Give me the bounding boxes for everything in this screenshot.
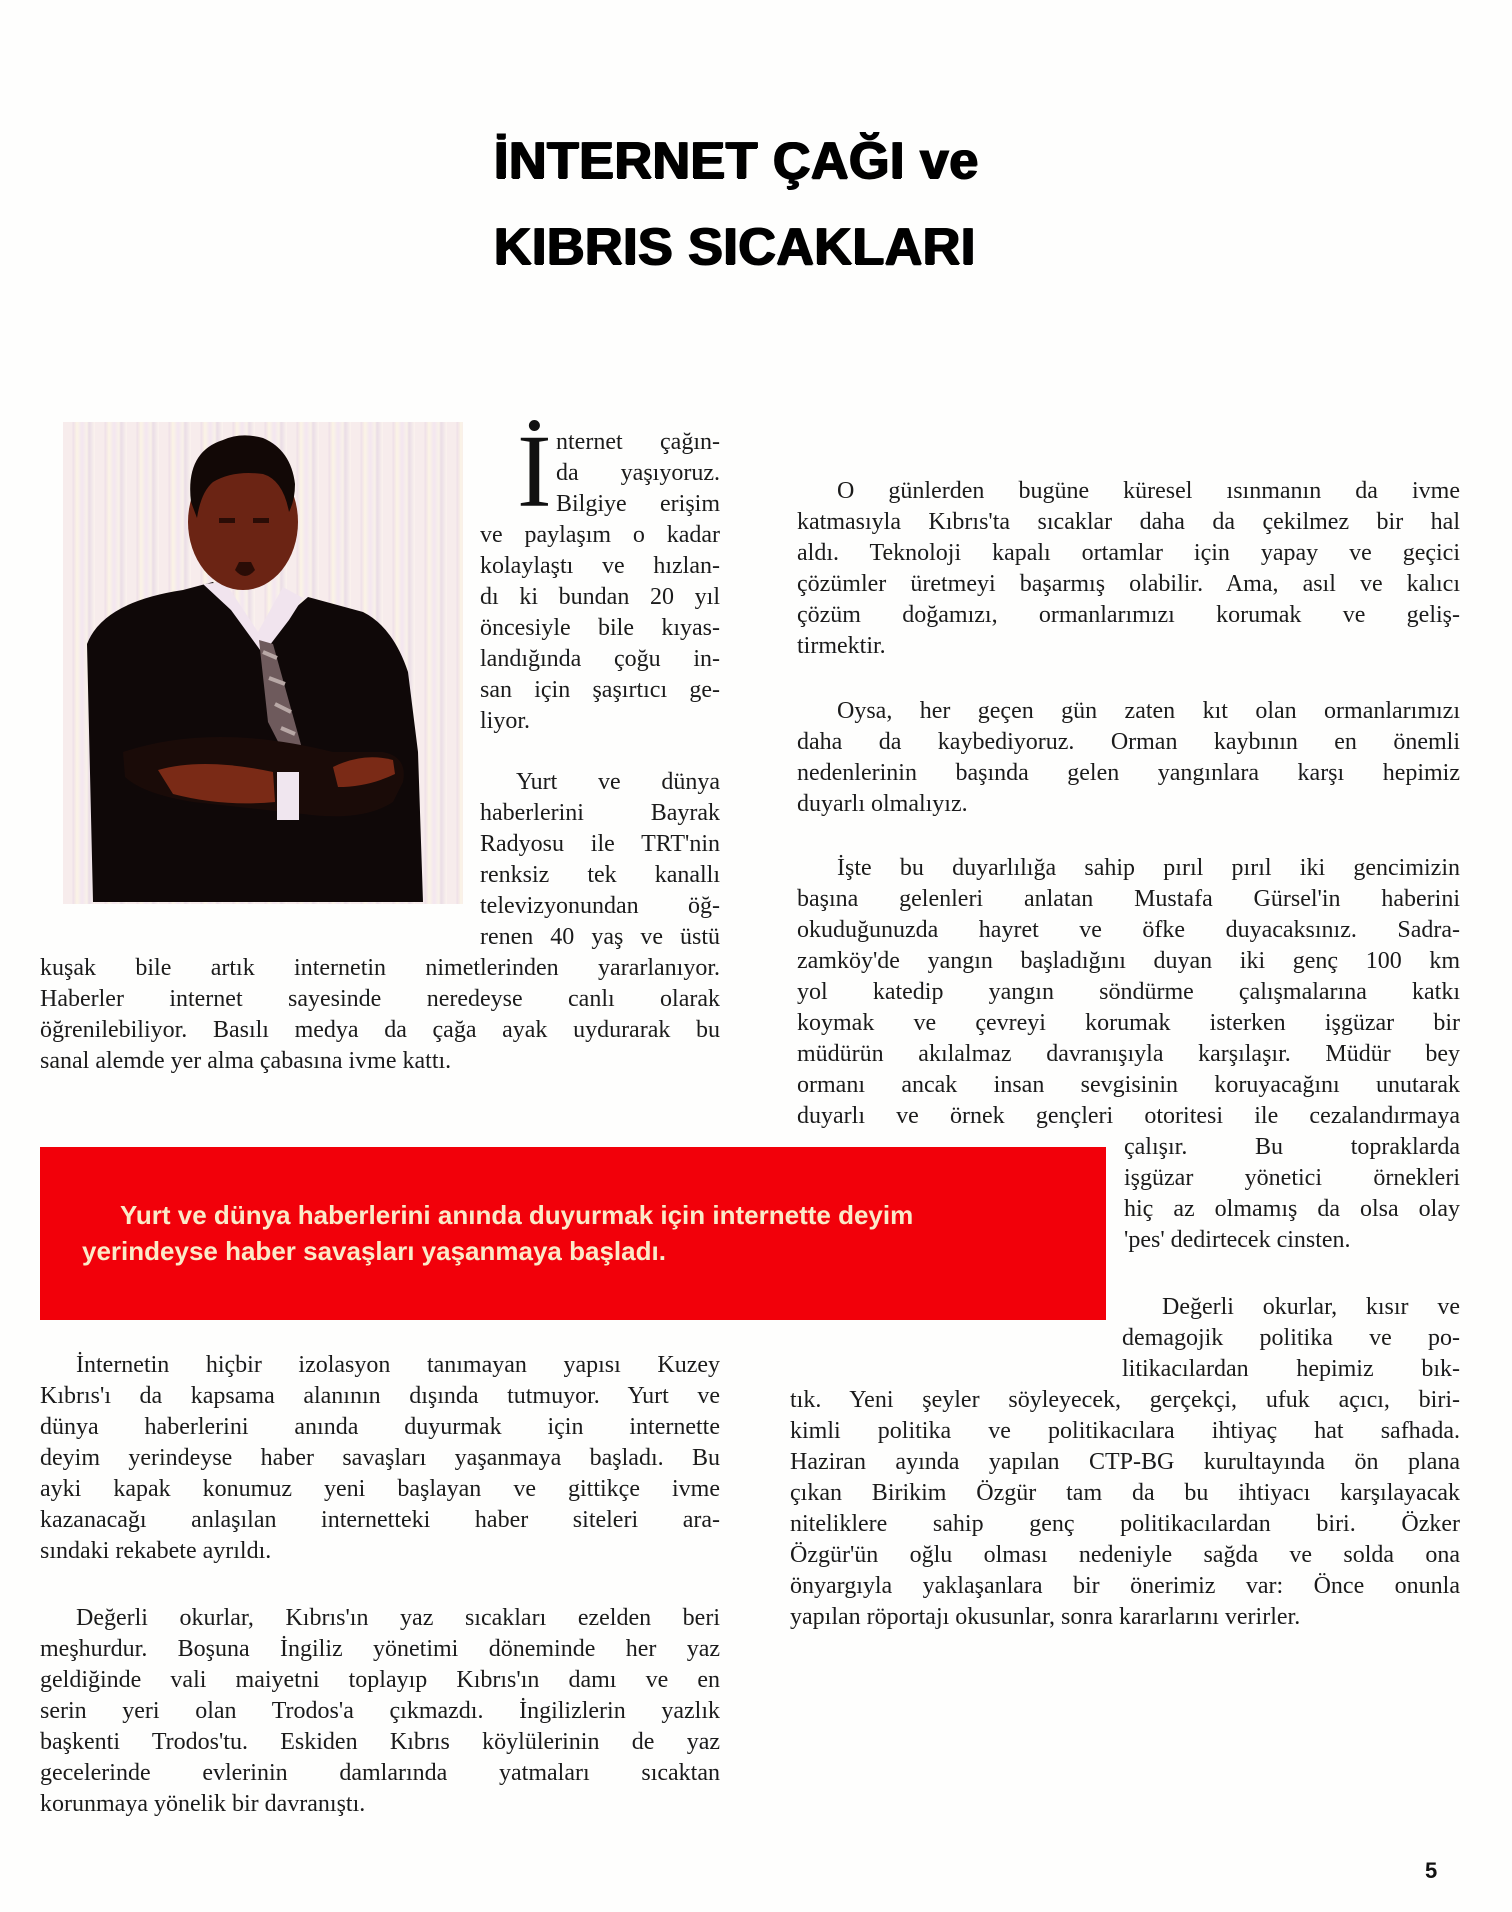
paragraph-2-narrow [480, 767, 720, 953]
text-line: başına gelenleri anlatan Mustafa Gürsel'in haberini [797, 886, 1460, 912]
text-line: duyarlı ve örnek gençleri otoritesi ile cezalandırmaya [797, 1103, 1460, 1129]
text-line: dünya haberlerini anında duyurmak için internette [40, 1414, 720, 1440]
text-line: Değerli okurlar, Kıbrıs'ın yaz sıcakları ezelden beri [76, 1605, 720, 1631]
text-line: çözümler üretmeyi başarmış olabilir. Ama, asıl ve kalıcı [797, 571, 1460, 597]
text-line: sındaki rekabete ayrıldı. [40, 1538, 272, 1564]
text-line: O günlerden bugüne küresel ısınmanın da ivme [837, 478, 1460, 504]
pull-quote-line: Yurt ve dünya haberlerini anında duyurmak için internette deyim [120, 1200, 914, 1230]
text-line: kazanacağı anlaşılan internetteki haber siteleri ara- [40, 1507, 720, 1533]
text-line: dı ki bundan 20 yıl [480, 584, 720, 610]
pull-quote-text [82, 1197, 1082, 1269]
text-line: ayki kapak konumuz yeni başlayan ve gittikçe ivme [40, 1476, 720, 1502]
text-line: kuşak bile artık internetin nimetlerinden yararlanıyor. [40, 955, 720, 981]
text-line: daha da kaybediyoruz. Orman kaybının en önemli [797, 729, 1460, 755]
text-line: niteliklere sahip genç politikacılardan biri. Özker [790, 1511, 1460, 1537]
text-line: Haberler internet sayesinde neredeyse canlı olarak [40, 986, 720, 1012]
text-line: çözüm doğamızı, ormanlarımızı korumak ve geliş- [797, 602, 1460, 628]
text-line: duyarlı olmalıyız. [797, 791, 968, 817]
text-line: kolaylaştı ve hızlan- [480, 553, 720, 579]
paragraph-2-wide [40, 953, 720, 1077]
text-line: demagojik politika ve po- [1122, 1325, 1460, 1351]
title-line-2: KIBRIS SICAKLARI [494, 218, 976, 276]
right-paragraph-3-narrow [1124, 1132, 1460, 1256]
text-line: litikacılardan hepimiz bık- [1122, 1356, 1460, 1382]
drop-cap: İ [517, 414, 552, 529]
text-line: önyargıyla yaklaşanlara bir önerimiz var: Önce onunla [790, 1573, 1460, 1599]
text-line: sanal alemde yer alma çabasına ivme kattı. [40, 1048, 452, 1074]
text-line: 'pes' dedirtecek cinsten. [1124, 1227, 1351, 1253]
paragraph-3 [40, 1350, 720, 1567]
text-line: yapılan röportajı okusunlar, sonra kararlarını verirler. [790, 1604, 1301, 1630]
title-line-1: İNTERNET ÇAĞI ve [494, 132, 979, 190]
text-line: müdürün akılalmaz davranışıyla karşılaşır. Müdür bey [797, 1041, 1460, 1067]
text-line: Haziran ayında yapılan CTP-BG kurultayında ön plana [790, 1449, 1460, 1475]
text-line: kimli politika ve politikacılara ihtiyaç hat safhada. [790, 1418, 1460, 1444]
right-paragraph-2 [797, 696, 1460, 820]
article-title [480, 118, 1080, 290]
text-line: yol katedip yangın söndürme çalışmalarına katkı [797, 979, 1460, 1005]
text-line: tirmektir. [797, 633, 886, 659]
text-line: İşte bu duyarlılığa sahip pırıl pırıl iki gencimizin [837, 855, 1460, 881]
text-line: liyor. [480, 708, 531, 734]
text-line: gecelerinde evlerinin damlarında yatmaları sıcaktan [40, 1760, 720, 1786]
text-line: öncesiyle bile kıyas- [480, 615, 720, 641]
text-line: ve paylaşım o kadar [480, 522, 720, 548]
paragraph-4 [40, 1603, 720, 1820]
text-line: koymak ve çevreyi korumak isterken işgüzar bir [797, 1010, 1460, 1036]
portrait-illustration [63, 422, 463, 904]
text-line: geldiğinde vali maiyetni toplayıp Kıbrıs'ın damı ve en [40, 1667, 720, 1693]
text-line: hiç az olmamış da olsa olay [1124, 1196, 1460, 1222]
text-line: zamköy'de yangın başladığını duyan iki genç 100 km [797, 948, 1460, 974]
text-line: meşhurdur. Boşuna İngiliz yönetimi döneminde her yaz [40, 1636, 720, 1662]
text-line: İnternetin hiçbir izolasyon tanımayan yapısı Kuzey [76, 1352, 720, 1378]
text-line: nedenlerinin başında gelen yangınlara karşı hepimiz [797, 760, 1460, 786]
text-line: Bilgiye erişim [556, 491, 720, 517]
text-line: çıkan Birikim Özgür tam da bu ihtiyacı karşılayacak [790, 1480, 1460, 1506]
right-paragraph-1 [797, 476, 1460, 662]
text-line: Radyosu ile TRT'nin [480, 831, 720, 857]
text-line: san için şaşırtıcı ge- [480, 677, 720, 703]
text-line: Yurt ve dünya [516, 769, 720, 795]
text-line: Özgür'ün oğlu olması nedeniyle sağda ve solda ona [790, 1542, 1460, 1568]
intro-paragraph [556, 427, 720, 520]
text-line: tık. Yeni şeyler söyleyecek, gerçekçi, ufuk açıcı, biri- [790, 1387, 1460, 1413]
text-line: katmasıyla Kıbrıs'ta sıcaklar daha da çekilmez bir hal [797, 509, 1460, 535]
intro-paragraph-continued [480, 520, 720, 737]
pull-quote-line: yerindeyse haber savaşları yaşanmaya başladı. [82, 1236, 666, 1266]
text-line: öğrenilebiliyor. Basılı medya da çağa ayak uydurarak bu [40, 1017, 720, 1043]
text-line: deyim yerindeyse haber savaşları yaşanmaya başladı. Bu [40, 1445, 720, 1471]
author-photo [63, 422, 463, 904]
text-line: Kıbrıs'ı da kapsama alanının dışında tutmuyor. Yurt ve [40, 1383, 720, 1409]
text-line: televizyonundan öğ- [480, 893, 720, 919]
text-line: ormanı ancak insan sevgisinin koruyacağını unutarak [797, 1072, 1460, 1098]
text-line: serin yeri olan Trodos'a çıkmazdı. İngilizlerin yazlık [40, 1698, 720, 1724]
text-line: aldı. Teknoloji kapalı ortamlar için yapay ve geçici [797, 540, 1460, 566]
right-paragraph-4-narrow [1122, 1292, 1460, 1385]
text-line: işgüzar yönetici örnekleri [1124, 1165, 1460, 1191]
text-line: landığında çoğu in- [480, 646, 720, 672]
text-line: Oysa, her geçen gün zaten kıt olan ormanlarımızı [837, 698, 1460, 724]
right-paragraph-4-wide [790, 1385, 1460, 1633]
page-number: 5 [1425, 1858, 1438, 1883]
text-line: renksiz tek kanallı [480, 862, 720, 888]
text-line: Değerli okurlar, kısır ve [1162, 1294, 1460, 1320]
text-line: renen 40 yaş ve üstü [480, 924, 720, 950]
text-line: korunmaya yönelik bir davranıştı. [40, 1791, 366, 1817]
text-line: nternet çağın- [556, 429, 720, 455]
text-line: başkenti Trodos'tu. Eskiden Kıbrıs köylülerinin de yaz [40, 1729, 720, 1755]
text-line: haberlerini Bayrak [480, 800, 720, 826]
text-line: okuduğunuzda hayret ve öfke duyacaksınız. Sadra- [797, 917, 1460, 943]
right-paragraph-3 [797, 853, 1460, 1132]
pull-quote-box [40, 1147, 1106, 1320]
text-line: da yaşıyoruz. [556, 460, 720, 486]
text-line: çalışır. Bu topraklarda [1124, 1134, 1460, 1160]
